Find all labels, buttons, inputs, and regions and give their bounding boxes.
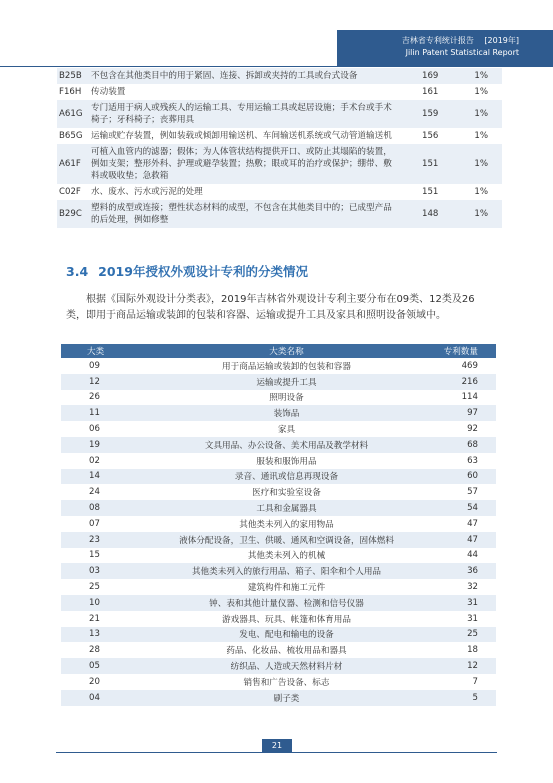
class-name: 药品、化妆品、梳妆用品和器具	[226, 646, 347, 657]
patent-share: 1%	[456, 144, 502, 184]
section-paragraph: 根据《国际外观设计分类表》，2019年吉林省外观设计专利主要分布在09类、12类及26类，即用于商品运输或装卸的包装和容器、运输或提升工具及家具和照明设备领域中。	[66, 294, 475, 321]
patent-count: 31	[418, 595, 496, 611]
class-name: 文具用品、办公设备、美术用品及教学材料	[155, 437, 418, 453]
class-name: 服装和服饰用品	[256, 456, 317, 467]
patent-count: 63	[467, 455, 478, 466]
section-heading	[66, 262, 308, 280]
patent-count: 92	[467, 424, 478, 435]
class-code: 15	[89, 550, 100, 561]
footer-divider	[56, 752, 497, 753]
table-row	[61, 358, 496, 374]
table-row	[61, 484, 496, 500]
class-code: 20	[89, 676, 100, 687]
patent-count: 216	[418, 374, 496, 390]
table-row	[61, 579, 496, 595]
class-name: 销售和广告设备、标志	[243, 677, 330, 688]
class-code: 13	[61, 627, 155, 643]
class-name: 其他类未列入的机械	[247, 551, 326, 562]
ipc-description: 传动装置	[91, 87, 126, 97]
class-code: 11	[61, 405, 155, 421]
ipc-code: B29C	[57, 200, 87, 228]
class-name: 用于商品运输或装卸的包装和容器	[222, 361, 351, 372]
patent-count: 47	[418, 532, 496, 548]
ipc-code: B65G	[59, 131, 83, 141]
ipc-description: 不包含在其他类目中的用于紧固、连接、拆卸或夹持的工具或台式设备	[87, 68, 404, 84]
report-title-cn: 吉林省专利统计报告	[401, 36, 474, 45]
patent-count: 151	[404, 144, 456, 184]
class-name: 录音、通讯或信息再现设备	[155, 469, 418, 485]
patent-count: 97	[418, 405, 496, 421]
patent-count: 469	[461, 360, 478, 371]
table-row	[61, 627, 496, 643]
ipc-class-table	[57, 68, 502, 228]
header-divider	[0, 66, 553, 67]
table-row	[61, 390, 496, 406]
patent-count: 25	[418, 627, 496, 643]
class-code: 14	[61, 469, 155, 485]
table-row	[57, 184, 502, 200]
table-row	[61, 500, 496, 516]
class-code: 23	[61, 532, 155, 548]
patent-count: 5	[418, 690, 496, 706]
patent-share: 1%	[456, 100, 502, 128]
ipc-description: 专门适用于病人或残疾人的运输工具、专用运输工具或起居设施；手术台或手术椅子；牙科椅子；丧葬用具	[87, 100, 404, 128]
table-row	[61, 674, 496, 690]
table-row	[57, 200, 502, 228]
table-row	[57, 144, 502, 184]
class-code: 24	[89, 487, 100, 498]
table-row	[61, 453, 496, 469]
patent-count: 60	[418, 469, 496, 485]
ipc-description: 水、废水、污水或污泥的处理	[91, 187, 203, 197]
patent-count: 114	[461, 392, 478, 403]
patent-count: 44	[467, 550, 478, 561]
header-class-name: 大类名称	[155, 344, 418, 358]
class-code: 12	[61, 374, 155, 390]
ipc-description: 可植入血管内的滤器；假体；为人体管状结构提供开口、或防止其塌陷的装置，例如支架；整形外科、护理或避孕装置；热敷；眼或耳的治疗或保护；绷带、敷料或吸收垫；急救箱	[87, 144, 404, 184]
class-code: 28	[89, 645, 100, 656]
header-patent-count: 专利数量	[418, 344, 496, 358]
table-row	[61, 690, 496, 706]
table-row	[61, 642, 496, 658]
table-row	[61, 421, 496, 437]
table-row	[61, 469, 496, 485]
table-row	[57, 100, 502, 128]
class-name: 工具和金属器具	[155, 500, 418, 516]
ipc-description: 塑料的成型或连接；塑性状态材料的成型，不包含在其他类目中的；已成型产品的后处理，例如修整	[87, 200, 404, 228]
class-code: 09	[89, 360, 100, 371]
class-code: 06	[89, 424, 100, 435]
class-code: 02	[89, 455, 100, 466]
class-code: 03	[61, 563, 155, 579]
table-row	[61, 532, 496, 548]
class-name: 运输或提升工具	[155, 374, 418, 390]
class-name: 纺织品、人造或天然材料片材	[155, 658, 418, 674]
patent-count: 169	[404, 68, 456, 84]
class-name: 发电、配电和输电的设备	[155, 627, 418, 643]
table-row	[61, 611, 496, 627]
report-header	[337, 30, 553, 66]
ipc-code: F16H	[59, 87, 82, 97]
ipc-code: C02F	[59, 187, 81, 197]
class-name: 医疗和实验室设备	[252, 488, 321, 499]
patent-count: 148	[404, 200, 456, 228]
class-name: 装饰品	[155, 405, 418, 421]
class-code: 08	[61, 500, 155, 516]
patent-count: 12	[418, 658, 496, 674]
ipc-code: A61G	[57, 100, 87, 128]
class-code: 25	[89, 582, 100, 593]
class-code: 07	[89, 518, 100, 529]
table-row	[57, 84, 502, 100]
patent-count: 159	[404, 100, 456, 128]
patent-count: 161	[422, 87, 439, 97]
table-row	[61, 374, 496, 390]
table-row	[57, 128, 502, 144]
table-row	[61, 595, 496, 611]
class-code: 04	[61, 690, 155, 706]
table-row	[61, 405, 496, 421]
table-row	[61, 548, 496, 564]
section-number: 3.4	[66, 264, 89, 279]
design-class-table	[61, 344, 496, 706]
class-name: 其他类未列入的旅行用品、箱子、阳伞和个人用品	[155, 563, 418, 579]
class-code: 05	[61, 658, 155, 674]
patent-count: 68	[418, 437, 496, 453]
patent-count: 31	[467, 613, 478, 624]
section-title: 2019年授权外观设计专利的分类情况	[98, 264, 308, 279]
class-code: 10	[61, 595, 155, 611]
class-name: 液体分配设备，卫生、供暖、通风和空调设备，固体燃料	[155, 532, 418, 548]
patent-count: 47	[467, 518, 478, 529]
patent-count: 36	[418, 563, 496, 579]
patent-count: 54	[418, 500, 496, 516]
table-row	[61, 516, 496, 532]
ipc-code: A61F	[57, 144, 87, 184]
patent-count: 18	[467, 645, 478, 656]
class-name: 钟、表和其他计量仪器、检测和信号仪器	[155, 595, 418, 611]
patent-count: 156	[422, 131, 439, 141]
report-year: [2019年]	[484, 36, 519, 45]
ipc-description: 运输或贮存装置，例如装载或倾卸用输送机、车间输送机系统或气动管道输送机	[91, 131, 392, 141]
table-row	[61, 437, 496, 453]
patent-share: 1%	[474, 187, 488, 197]
class-name: 游戏器具、玩具、帐篷和体育用品	[222, 614, 351, 625]
table-row	[61, 658, 496, 674]
class-code: 21	[89, 613, 100, 624]
table-row	[61, 563, 496, 579]
patent-count: 7	[472, 676, 478, 687]
patent-count: 57	[467, 487, 478, 498]
class-name: 建筑构件和施工元件	[247, 583, 326, 594]
page-number: 21	[262, 739, 292, 753]
patent-count: 32	[467, 582, 478, 593]
patent-count: 151	[422, 187, 439, 197]
header-class-code: 大类	[61, 344, 155, 358]
class-code: 19	[61, 437, 155, 453]
ipc-code: B25B	[57, 68, 87, 84]
table-row	[57, 68, 502, 84]
patent-share: 1%	[456, 200, 502, 228]
class-name: 其他类未列入的家用物品	[239, 519, 334, 530]
class-name: 刷子类	[155, 690, 418, 706]
class-code: 26	[89, 392, 100, 403]
patent-share: 1%	[474, 131, 488, 141]
patent-share: 1%	[474, 87, 488, 97]
class-name: 家具	[277, 425, 296, 436]
table-header-row	[61, 344, 496, 358]
report-title-en: Jilin Patent Statistical Report	[405, 48, 519, 57]
patent-share: 1%	[456, 68, 502, 84]
class-name: 照明设备	[269, 393, 304, 404]
